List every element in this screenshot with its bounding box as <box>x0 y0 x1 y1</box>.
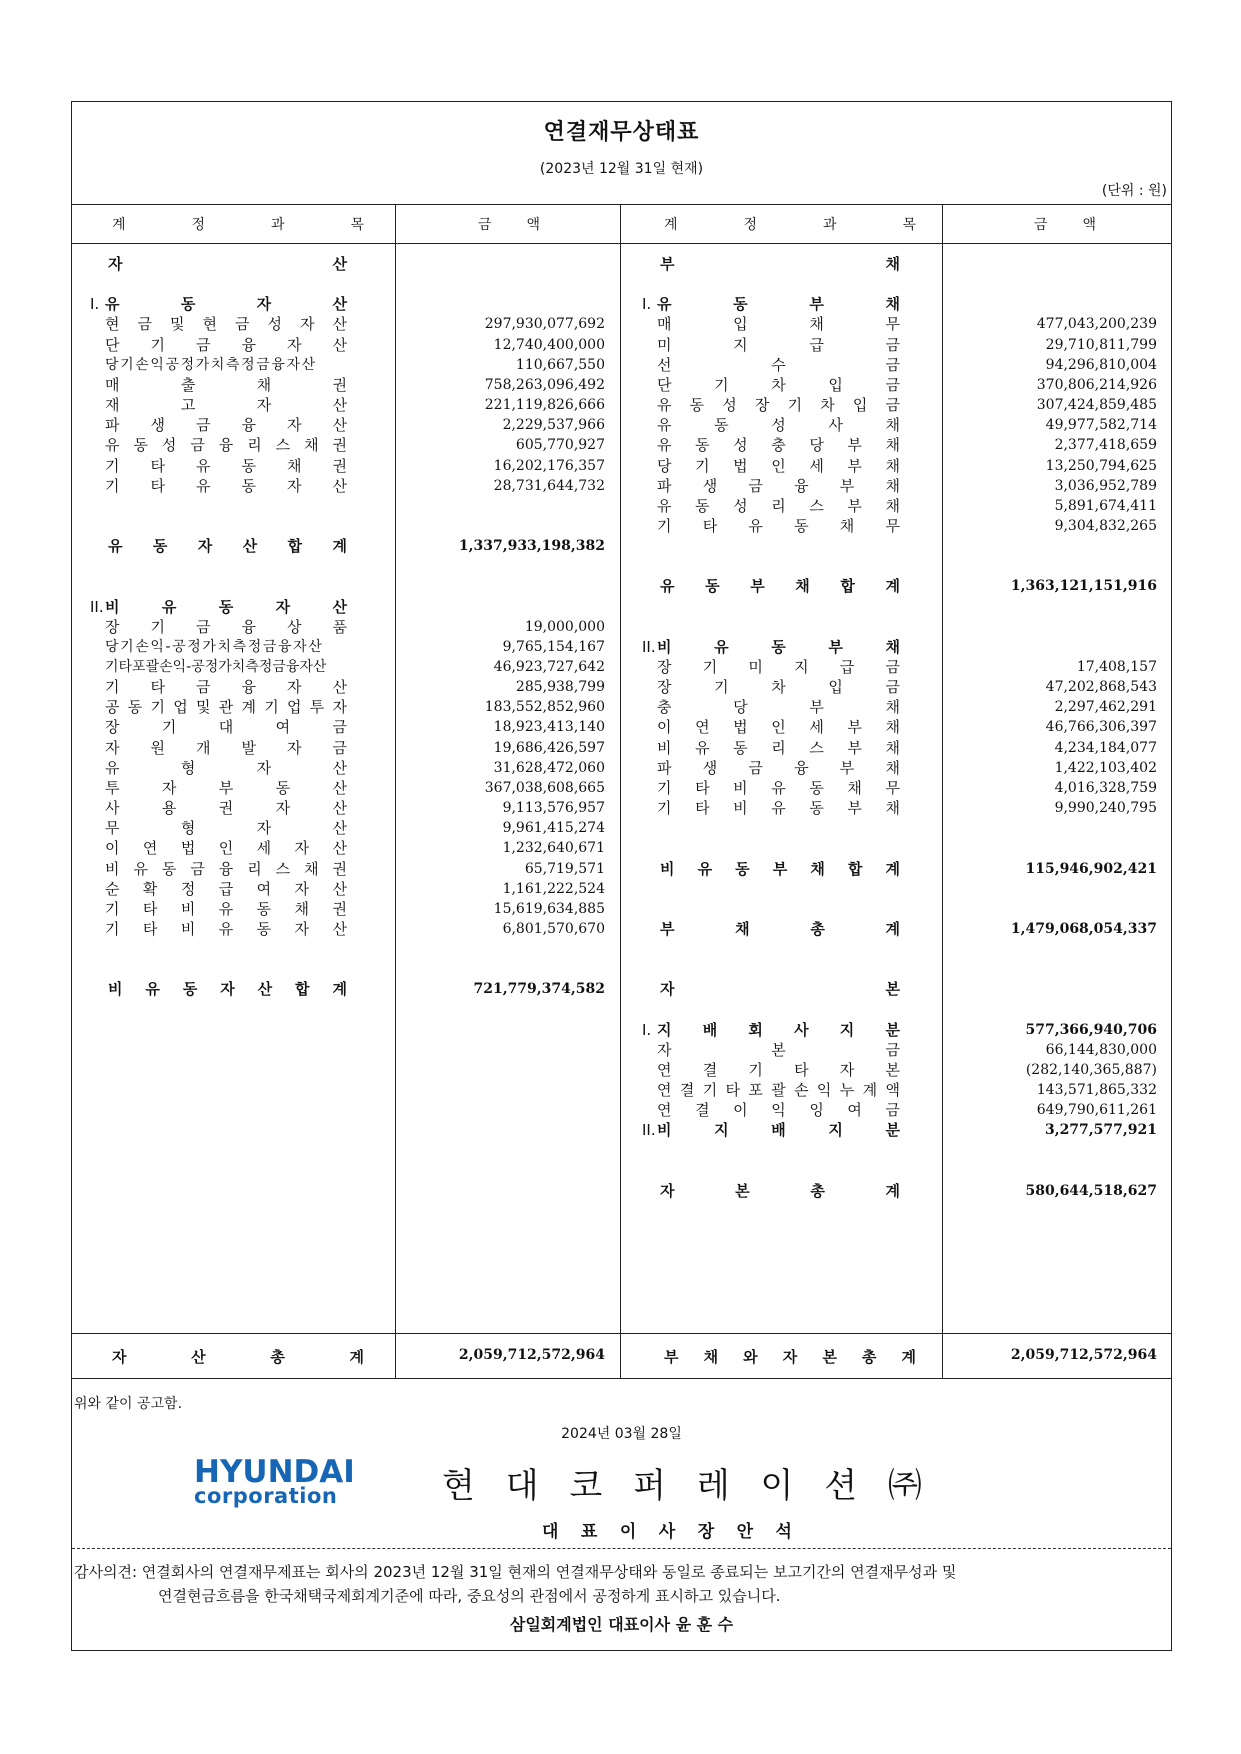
liab-row-amount: 1,363,121,151,916 <box>1010 578 1157 595</box>
asset-row-label: 이 연 법 인 세 자 산 <box>105 839 347 858</box>
asset-row-label: 당기손익공정가치측정금융자산 <box>105 356 317 373</box>
asset-row-amount: 297,930,077,692 <box>484 316 605 333</box>
liab-row-label: 비 지 배 지 분 <box>657 1121 900 1140</box>
unit-label: (단위 : 원) <box>1101 183 1167 199</box>
asset-row-amount: 758,263,096,492 <box>484 376 605 393</box>
asset-row-amount: 285,938,799 <box>515 679 605 696</box>
notice-text: 위와 같이 공고함. <box>74 1396 183 1412</box>
asset-row-amount: 12,740,400,000 <box>493 336 605 353</box>
asset-row-label: 기 타 유 동 자 산 <box>105 476 347 495</box>
total-assets-amount: 2,059,712,572,964 <box>458 1347 605 1363</box>
liab-row-label: 충 당 부 채 <box>657 698 900 717</box>
liab-row-label: 장 기 차 입 금 <box>657 678 900 697</box>
asset-row-amount: 9,961,415,274 <box>502 820 605 837</box>
auditor-signature: 삼일회계법인 대표이사 윤 훈 수 <box>509 1615 734 1634</box>
liab-row-label: 연 결 기 타 자 본 <box>657 1061 900 1079</box>
liab-row-label: 선 수 금 <box>657 355 900 374</box>
asset-row-label: 비 유 동 자 산 <box>105 597 347 616</box>
asset-row-label: 자 원 개 발 자 금 <box>105 738 347 757</box>
liab-row-label: 유 동 성 사 채 <box>657 416 900 435</box>
asset-row-amount: 9,765,154,167 <box>502 638 605 655</box>
liab-row-label: 연 결 기 타 포 괄 손 익 누 계 액 <box>657 1081 900 1100</box>
asset-row-label: 재 고 자 산 <box>105 396 347 415</box>
total-liab-equity-label: 부 채 와 자 본 총 계 <box>664 1348 916 1366</box>
liab-row-amount: 9,304,832,265 <box>1054 517 1157 534</box>
asset-row-amount: 65,719,571 <box>524 860 605 877</box>
total-assets-label: 자 산 총 계 <box>112 1348 364 1366</box>
roman-numeral: I. <box>642 1020 652 1039</box>
liab-row-amount: 3,036,952,789 <box>1054 477 1157 494</box>
liab-row-amount: 1,479,068,054,337 <box>1010 920 1157 937</box>
col-divider-2 <box>620 204 621 1378</box>
roman-numeral: I. <box>642 295 652 314</box>
liab-row-amount: 115,946,902,421 <box>1025 860 1157 877</box>
liab-row-amount: 3,277,577,921 <box>1044 1122 1157 1139</box>
header-amount-right: 금 액 <box>1034 217 1096 233</box>
liab-row-label: 자 본 <box>660 980 900 999</box>
asset-row-label: 순 확 정 급 여 자 산 <box>105 879 347 898</box>
asset-row-amount: 721,779,374,582 <box>473 981 605 998</box>
company-name: 현 대 코 퍼 레 이 션 ㈜ <box>442 1466 922 1506</box>
liab-row-label: 유 동 성 충 당 부 채 <box>657 436 900 455</box>
liab-row-label: 자 본 총 계 <box>660 1181 900 1200</box>
asset-row-label: 기 타 비 유 동 채 권 <box>105 899 347 918</box>
totals-top-line <box>72 1333 1171 1334</box>
header-bottom-line <box>72 243 1171 244</box>
asset-row-amount: 605,770,927 <box>515 437 605 454</box>
liab-row-amount: 47,202,868,543 <box>1045 679 1157 696</box>
liab-row-amount: 649,790,611,261 <box>1036 1102 1157 1119</box>
liab-row-label: 유 동 부 채 <box>657 295 900 314</box>
audit-opinion-line2: 연결현금흐름을 한국채택국제회계기준에 따라, 중요성의 관점에서 공정하게 표시하고 있습니다. <box>158 1587 781 1605</box>
liab-row-label: 부 채 <box>660 255 900 273</box>
asset-row-label: 유 동 자 산 <box>105 295 347 314</box>
liab-row-label: 연 결 이 익 잉 여 금 <box>657 1101 900 1120</box>
asset-row-amount: 46,923,727,642 <box>493 659 605 675</box>
liab-row-amount: 370,806,214,926 <box>1036 376 1157 393</box>
liab-row-label: 장 기 미 지 급 금 <box>657 658 900 676</box>
liab-row-label: 매 입 채 무 <box>657 315 900 334</box>
hyundai-corporation-logo <box>194 1454 355 1508</box>
asset-row-amount: 221,119,826,666 <box>484 397 605 414</box>
asset-row-label: 당기손익-공정가치측정금융자산 <box>105 638 324 655</box>
liab-row-label: 비 유 동 부 채 합 계 <box>660 859 900 878</box>
asset-row-amount: 9,113,576,957 <box>502 800 605 817</box>
asset-row-label: 단 기 금 융 자 산 <box>105 335 347 354</box>
asset-row-amount: 28,731,644,732 <box>493 477 605 494</box>
audit-opinion-line1: 감사의견: 연결회사의 연결재무제표는 회사의 2023년 12월 31일 현재의 연결재무상태와 동일로 종료되는 보고기간의 연결재무성과 및 <box>74 1563 957 1581</box>
asset-row-amount: 18,923,413,140 <box>493 719 605 736</box>
liab-row-label: 당 기 법 인 세 부 채 <box>657 456 900 475</box>
liab-row-amount: 143,571,865,332 <box>1036 1082 1157 1099</box>
logo-line1: HYUNDAI <box>194 1454 355 1490</box>
liab-row-amount: 13,250,794,625 <box>1045 457 1157 474</box>
asset-row-label: 투 자 부 동 산 <box>105 778 347 797</box>
liab-row-amount: 4,234,184,077 <box>1054 739 1157 756</box>
liab-row-amount: 94,296,810,004 <box>1045 356 1157 373</box>
asset-row-label: 무 형 자 산 <box>105 819 347 838</box>
liab-row-label: 지 배 회 사 지 분 <box>657 1020 900 1039</box>
notice-date: 2024년 03월 28일 <box>561 1426 682 1442</box>
asset-row-label: 사 용 권 자 산 <box>105 799 347 818</box>
asset-row-label: 기 타 비 유 동 자 산 <box>105 919 347 938</box>
asset-row-label: 비 유 동 금 융 리 스 채 권 <box>105 859 347 878</box>
statement-title: 연결재무상태표 <box>543 120 700 145</box>
asset-row-amount: 110,667,550 <box>515 356 605 373</box>
asset-row-amount: 1,161,222,524 <box>502 880 605 897</box>
liab-row-label: 파 생 금 융 부 채 <box>657 476 900 495</box>
asset-row-label: 장 기 금 융 상 품 <box>105 617 347 636</box>
liab-row-amount: 29,710,811,799 <box>1045 336 1157 353</box>
liab-row-label: 기 타 비 유 동 채 무 <box>657 778 900 797</box>
liab-row-label: 유 동 부 채 합 계 <box>660 577 900 596</box>
liab-row-label: 파 생 금 융 부 채 <box>657 758 900 777</box>
liab-row-label: 이 연 법 인 세 부 채 <box>657 718 900 737</box>
asset-row-amount: 19,000,000 <box>524 618 605 635</box>
asset-row-amount: 16,202,176,357 <box>493 457 605 474</box>
liab-row-amount: 2,377,418,659 <box>1054 437 1157 454</box>
asset-row-label: 기타포괄손익-공정가치측정금융자산 <box>105 659 327 675</box>
roman-numeral: II. <box>642 637 656 656</box>
header-amount-left: 금 액 <box>478 217 540 233</box>
header-top-line <box>72 204 1171 205</box>
liab-row-label: 단 기 차 입 금 <box>657 375 900 394</box>
liab-row-amount: 5,891,674,411 <box>1054 497 1157 514</box>
liab-row-label: 유 동 성 리 스 부 채 <box>657 496 900 515</box>
liab-row-label: 비 유 동 부 채 <box>657 637 900 656</box>
asset-row-label: 유 동 자 산 합 계 <box>108 537 347 556</box>
totals-bottom-line <box>72 1378 1171 1379</box>
asset-row-amount: 2,229,537,966 <box>502 417 605 434</box>
liab-row-amount: 4,016,328,759 <box>1054 779 1157 796</box>
liab-row-amount: 17,408,157 <box>1076 659 1157 675</box>
total-liab-equity-amount: 2,059,712,572,964 <box>1010 1347 1157 1363</box>
asset-row-amount: 1,337,933,198,382 <box>458 538 605 555</box>
liab-row-amount: 49,977,582,714 <box>1045 417 1157 434</box>
header-account-right: 계 정 과 목 <box>664 217 916 233</box>
statement-date: (2023년 12월 31일 현재) <box>539 161 704 177</box>
liab-row-label: 비 유 동 리 스 부 채 <box>657 738 900 757</box>
liab-row-label: 유 동 성 장 기 차 입 금 <box>657 396 900 415</box>
dashed-divider <box>72 1548 1171 1549</box>
asset-row-label: 유 형 자 산 <box>105 758 347 777</box>
liab-row-amount: 9,990,240,795 <box>1054 800 1157 817</box>
asset-row-amount: 6,801,570,670 <box>502 920 605 937</box>
asset-row-amount: 31,628,472,060 <box>493 759 605 776</box>
liab-row-amount: 66,144,830,000 <box>1045 1041 1157 1058</box>
liab-row-amount: 1,422,103,402 <box>1054 759 1157 776</box>
liab-row-label: 부 채 총 계 <box>660 919 900 938</box>
asset-row-label: 유 동 성 금 융 리 스 채 권 <box>105 436 347 455</box>
logo-line2: corporation <box>194 1484 338 1508</box>
roman-numeral: II. <box>90 597 104 616</box>
liab-row-label: 미 지 급 금 <box>657 335 900 354</box>
asset-row-label: 기 타 유 동 채 권 <box>105 456 347 475</box>
liab-row-label: 자 본 금 <box>657 1040 900 1059</box>
roman-numeral: I. <box>90 295 100 314</box>
asset-row-label: 비 유 동 자 산 합 계 <box>108 980 347 999</box>
asset-row-label: 장 기 대 여 금 <box>105 718 347 737</box>
liab-row-amount: 46,766,306,397 <box>1045 719 1157 736</box>
header-account-left: 계 정 과 목 <box>112 217 364 233</box>
liab-row-amount: 2,297,462,291 <box>1054 699 1157 716</box>
liab-row-amount: 477,043,200,239 <box>1036 316 1157 333</box>
asset-row-label: 공 동 기 업 및 관 계 기 업 투 자 <box>105 698 347 717</box>
asset-row-amount: 19,686,426,597 <box>493 739 605 756</box>
asset-row-label: 자 산 <box>108 255 347 273</box>
liab-row-amount: 577,366,940,706 <box>1025 1021 1157 1038</box>
liab-row-label: 기 타 유 동 채 무 <box>657 516 900 535</box>
ceo-name: 대 표 이 사 장 안 석 <box>542 1522 792 1542</box>
roman-numeral: II. <box>642 1121 656 1140</box>
asset-row-label: 매 출 채 권 <box>105 375 347 394</box>
asset-row-amount: 183,552,852,960 <box>484 699 605 716</box>
liab-row-amount: 580,644,518,627 <box>1025 1182 1157 1199</box>
liab-row-amount: 307,424,859,485 <box>1036 397 1157 414</box>
liab-row-label: 기 타 비 유 동 부 채 <box>657 799 900 818</box>
statement-frame <box>71 101 1172 1651</box>
asset-row-amount: 15,619,634,885 <box>493 900 605 917</box>
asset-row-label: 기 타 금 융 자 산 <box>105 678 347 697</box>
asset-row-label: 파 생 금 융 자 산 <box>105 416 347 435</box>
liab-row-amount: (282,140,365,887) <box>1025 1062 1157 1078</box>
asset-row-label: 현 금 및 현 금 성 자 산 <box>105 315 347 334</box>
asset-row-amount: 1,232,640,671 <box>502 840 605 857</box>
asset-row-amount: 367,038,608,665 <box>484 779 605 796</box>
